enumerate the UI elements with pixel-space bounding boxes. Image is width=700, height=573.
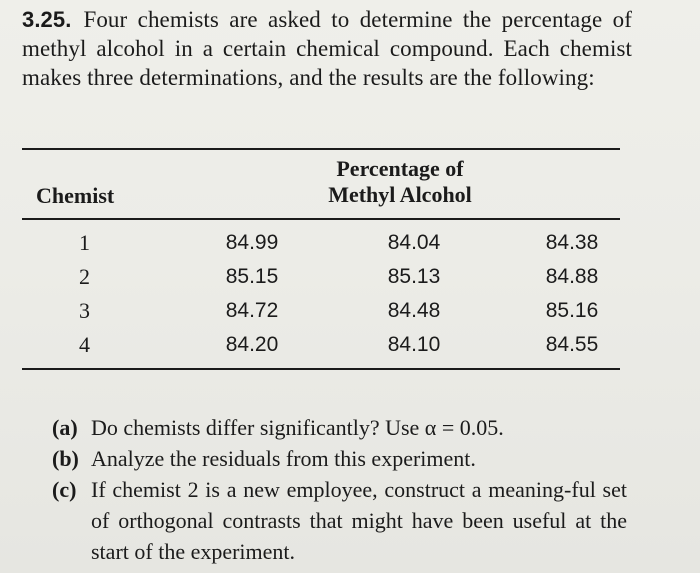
chemist-id: 2 [79,264,90,289]
question-b [52,443,627,474]
table-top-rule [22,148,620,150]
question-text: If chemist 2 is a new employee, construct a meaning-ful set of orthogonal contrasts that might have been useful at the start of the experiment. [91,477,627,564]
table-bottom-rule [22,368,620,370]
question-list [52,412,627,567]
determination-1: 84.72 [225,299,279,322]
chemist-id: 1 [79,230,90,255]
determination-2: 84.04 [387,231,441,254]
chemist-id: 4 [79,332,90,357]
question-label: (a) [52,415,78,440]
determination-3: 84.55 [545,333,599,356]
determination-3: 85.16 [545,299,599,322]
determination-2: 84.10 [387,333,441,356]
question-text: Do chemists differ significantly? Use α = 0.05. [91,415,504,440]
determination-1: 84.99 [225,231,279,254]
determination-1: 85.15 [225,265,279,288]
determination-2: 85.13 [387,265,441,288]
question-label: (b) [52,446,79,471]
question-c [52,474,627,567]
determination-2: 84.48 [387,299,441,322]
chemist-id: 3 [79,298,90,323]
table-header-rule [22,218,620,220]
header-chemist: Chemist [36,183,115,208]
problem-statement [22,5,632,92]
question-text: Analyze the residuals from this experiment. [91,446,476,471]
determination-1: 84.20 [225,333,279,356]
question-a [52,412,627,443]
problem-number: 3.25. [22,7,72,32]
question-label: (c) [52,477,77,502]
problem-text: Four chemists are asked to determine the percentage of methyl alcohol in a certain chemical compound. Each chemist makes three determinations, and the results are the following: [22,7,632,90]
determination-3: 84.88 [545,265,599,288]
determination-3: 84.38 [545,231,599,254]
data-table [22,148,620,373]
header-percentage-methyl-alcohol: Percentage of Methyl Alcohol [328,156,472,207]
